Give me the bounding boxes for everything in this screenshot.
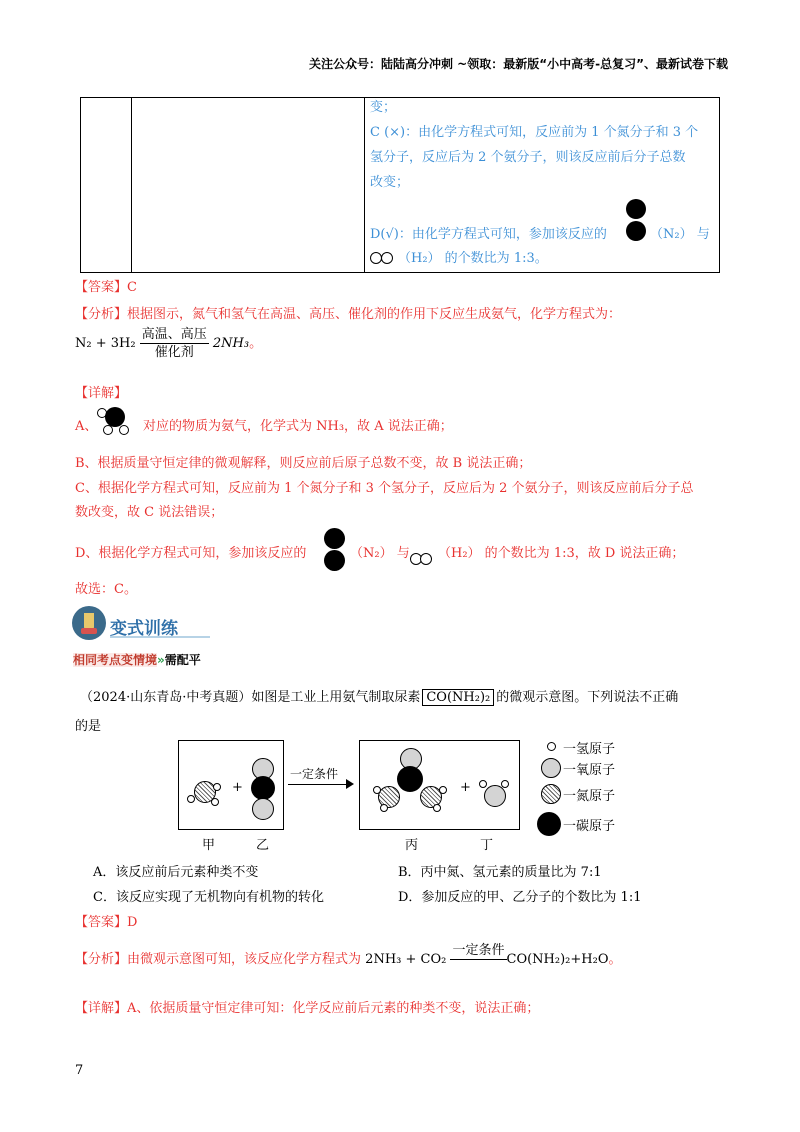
equation-1 xyxy=(75,326,262,361)
table-divider xyxy=(364,98,365,272)
analysis-text: 根据图示，氮气和氢气在高温、高压、催化剂的作用下反应生成氨气，化学方程式为： xyxy=(127,307,622,322)
ammonia-molecule-icon xyxy=(95,404,131,438)
detail-d-text: （N₂） 与 xyxy=(350,546,410,561)
oxygen-atom-icon xyxy=(252,798,274,820)
hydrogen-atom-icon xyxy=(501,780,509,788)
hydrogen-atom-icon xyxy=(213,783,221,791)
detail-b-text: B、根据质量守恒定律的微观解释，则反应前后原子总数不变，故 B 说法正确； xyxy=(75,456,532,471)
nitrogen-molecule-icon xyxy=(324,528,346,572)
flask-icon xyxy=(72,606,106,640)
section-tag xyxy=(73,651,201,668)
question-text: （2024·山东青岛·中考真题）如图是工业上用氨气制取尿素 xyxy=(80,690,421,705)
eq-left: N₂ + 3H₂ xyxy=(75,336,136,351)
answer-label: 【答案】 xyxy=(75,915,128,930)
detail-d-text: D、根据化学方程式可知，参加该反应的 xyxy=(75,546,307,561)
table-line: 氢分子，反应后为 2 个氨分子，则该反应前后分子总数 xyxy=(370,150,686,165)
answer-2 xyxy=(75,911,137,930)
nitrogen-molecule-icon xyxy=(626,199,646,245)
nitrogen-atom-icon xyxy=(541,784,561,804)
eq-end: 。 xyxy=(249,336,263,351)
legend-oxygen: 一氧原子 xyxy=(563,763,616,778)
arrow-head-icon xyxy=(346,779,354,789)
detail-choose: 故选：C。 xyxy=(75,582,137,597)
hydrogen-atom-icon xyxy=(211,798,219,806)
detail-label: 【详解】 xyxy=(75,1001,128,1016)
oxygen-atom-icon xyxy=(541,758,561,778)
hydrogen-atom-icon xyxy=(380,804,388,812)
eq-right: 2NH₃ xyxy=(212,336,250,351)
option-b: B．丙中氮、氢元素的质量比为 7:1 xyxy=(398,865,602,880)
hydrogen-atom-icon xyxy=(433,804,441,812)
analysis-text: 由微观示意图可知，该反应化学方程式为 xyxy=(127,952,362,967)
label-bing: 丙 xyxy=(405,838,419,853)
detail-a-text: 对应的物质为氨气，化学式为 NH₃，故 A 说法正确； xyxy=(143,419,453,434)
eq-condition-top: 一定条件 xyxy=(452,943,505,958)
eq-condition xyxy=(450,942,506,977)
detail-a-prefix: A、 xyxy=(75,419,98,434)
plus-sign: + xyxy=(460,780,471,795)
tag-text: 相同考点变情境 xyxy=(73,653,158,667)
carbon-atom-icon xyxy=(397,766,423,792)
eq-condition-bottom: 催化剂 xyxy=(154,345,194,360)
analysis-label: 【分析】 xyxy=(75,307,128,322)
hydrogen-molecule-icon xyxy=(410,553,434,565)
section-banner xyxy=(72,606,212,642)
legend-nitrogen: 一氮原子 xyxy=(563,789,616,804)
table-line: D(√)：由化学方程式可知，参加该反应的 xyxy=(370,227,607,242)
question-line: 的是 xyxy=(75,719,102,734)
carbon-atom-icon xyxy=(251,776,275,800)
reaction-condition: 一定条件 xyxy=(290,767,339,781)
analysis-1 xyxy=(75,303,621,322)
table-line: 变； xyxy=(370,100,397,115)
hydrogen-molecule-icon xyxy=(370,252,396,264)
answer-value: D xyxy=(127,915,138,930)
table-line: C (×)：由化学方程式可知，反应前为 1 个氮分子和 3 个 xyxy=(370,125,699,140)
eq-end: 。 xyxy=(608,952,622,967)
table-line: 改变； xyxy=(370,175,410,190)
carbon-atom-icon xyxy=(537,812,561,836)
urea-formula: CO(NH₂)₂ xyxy=(422,689,494,706)
detail-c-text: C、根据化学方程式可知，反应前为 1 个氮分子和 3 个氢分子，反应后为 2 个氨分子，则该反应前后分子总 xyxy=(75,481,694,496)
analysis-2 xyxy=(75,942,622,977)
legend-carbon: 一碳原子 xyxy=(563,819,616,834)
question-text: 的微观示意图。下列说法不正确 xyxy=(496,690,679,705)
oxygen-atom-icon xyxy=(484,785,506,807)
detail-text: A、依据质量守恒定律可知：化学反应前后元素的种类不变，说法正确； xyxy=(127,1001,540,1016)
legend-hydrogen: 一氢原子 xyxy=(563,742,616,757)
hydrogen-atom-icon xyxy=(187,795,195,803)
table-divider xyxy=(131,98,132,272)
label-ding: 丁 xyxy=(480,838,494,853)
eq-condition-top: 高温、高压 xyxy=(141,327,207,342)
hydrogen-atom-icon xyxy=(373,786,381,794)
eq-left: 2NH₃ + CO₂ xyxy=(365,952,447,967)
page-number: 7 xyxy=(75,1063,84,1078)
option-c: C．该反应实现了无机物向有机物的转化 xyxy=(93,890,324,905)
option-d: D．参加反应的甲、乙分子的个数比为 1:1 xyxy=(398,890,642,905)
answer-label: 【答案】 xyxy=(75,280,128,295)
label-jia: 甲 xyxy=(202,838,216,853)
hydrogen-atom-icon xyxy=(547,742,556,751)
plus-sign: + xyxy=(232,780,243,795)
tag-arrow-icon: » xyxy=(157,653,165,667)
reaction-diagram xyxy=(175,738,725,853)
reaction-arrow xyxy=(288,784,352,785)
page-header: 关注公众号：陆陆高分冲刺 ~领取：最新版“小中高考-总复习”、最新试卷下载 xyxy=(309,57,728,71)
tag-suffix: 需配平 xyxy=(164,653,201,667)
hydrogen-atom-icon xyxy=(439,786,447,794)
detail-d-text: （H₂） 的个数比为 1:3，故 D 说法正确； xyxy=(438,546,685,561)
table-line: （N₂） 与 xyxy=(650,227,710,242)
question-line xyxy=(80,686,678,705)
detail-c-text: 数改变，故 C 说法错误； xyxy=(75,505,224,520)
eq-right: CO(NH₂)₂+H₂O xyxy=(506,952,609,967)
eq-condition-bottom xyxy=(450,960,506,977)
analysis-label: 【分析】 xyxy=(75,952,128,967)
detail-2 xyxy=(75,997,539,1016)
eq-condition xyxy=(140,326,209,361)
section-title: 变式训练 xyxy=(110,614,210,638)
table-line: （H₂） 的个数比为 1:3。 xyxy=(398,251,548,266)
hydrogen-atom-icon xyxy=(479,780,487,788)
label-yi: 乙 xyxy=(256,838,270,853)
detail-label: 【详解】 xyxy=(75,386,128,401)
option-a: A．该反应前后元素种类不变 xyxy=(93,865,259,880)
answer-value: C xyxy=(127,280,137,295)
answer-1 xyxy=(75,276,137,295)
